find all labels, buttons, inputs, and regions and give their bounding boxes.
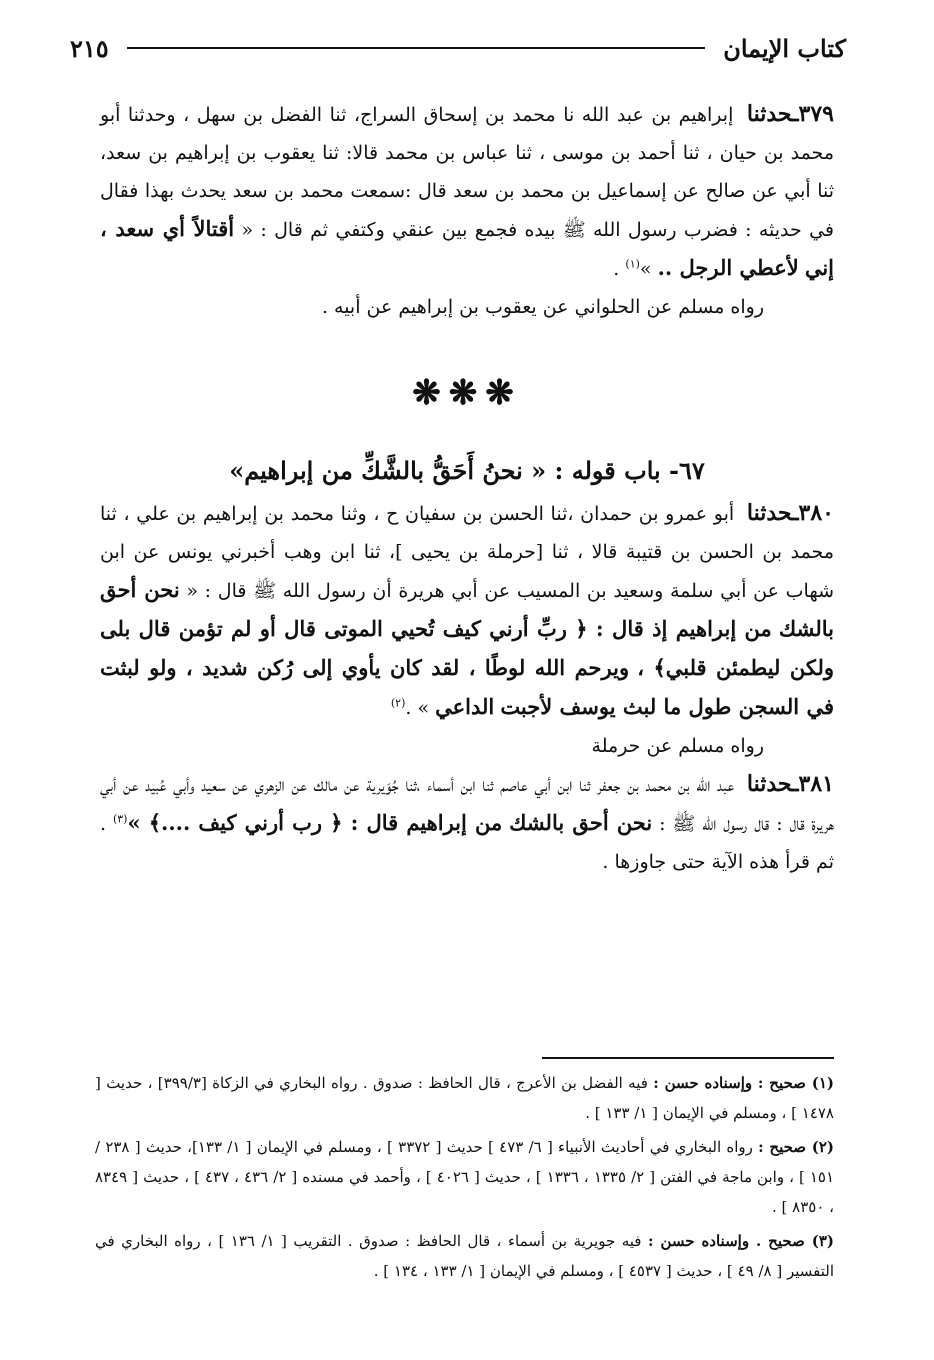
hadith-line: إبراهيم بن عبد الله نا محمد بن إسحاق السراج، ثنا الفضل بن سهل ،	[183, 104, 734, 126]
riwaya-note: رواه مسلم عن الحلواني عن يعقوب بن إبراهيم عن أبيه .	[321, 296, 764, 318]
hadith-380-text: ٣٨٠ـحدثنا أبو عمرو بن حمدان ،ثنا الحسن بن سفيان ح ، وثنا محمد بن إبراهيم بن علي ، ثنا محمد بن الحسن بن قتيبة قالا ، ثنا [حرملة بن يحيى ]، ثنا ابن وهب أخبرني يونس عن ابن شهاب عن أبي سلمة وسعيد بن المسيب عن أبي هريرة أن رسول الله ﷺ قال : « نحن أحق بالشك من إبراهيم إذ قال : ﴿ ربِّ أرني كيف تُحيي الموتى قال أو لم تؤمن قال بلى ولكن ليطمئن قلبي﴾ ، ويرحم الله لوطًا ، لقد كان يأوي إلى رُكن شديد ، ولو لبثت في السجن طول ما لبث يوسف لأجبت الداعي » .$^{(٢)}$	[100, 500, 834, 719]
hadith-380	[100, 494, 834, 765]
hadith-line: فقال في حديثه : فضرب رسول الله ﷺ بيده فجمع بين عنقي وكتفي ثم قال : «	[100, 180, 834, 241]
footnote-label: (١) صحيح : وإسناده حسن :	[653, 1074, 834, 1092]
hadith-matn: من إبراهيم إذ قال : ﴿ ربِّ أرني كيف تُحيي الموتى قال أو لم تؤمن قال بلى ولكن ليطمئن قلبي﴾ ،	[100, 616, 834, 680]
footnotes	[95, 1068, 834, 1290]
hadith-line: سعد، ثنا أبي عن صالح عن إسماعيل بن محمد بن سعد قال :سمعت محمد بن سعد يحدث بهذا	[100, 142, 835, 202]
quote-close: »	[639, 258, 652, 280]
bab-heading: ٦٧- باب قوله : « نحنُ أَحَقُّ بالشَّكِّ من إبراهيم»	[229, 456, 705, 485]
hadith-number: ٣٨٠	[798, 500, 834, 526]
haddathana-label: حدثنا	[746, 500, 793, 526]
footnote-2	[95, 1132, 834, 1222]
hadith-line: وحدثنا أبو محمد بن حيان ، ثنا أحمد بن موسى ، ثنا عباس بن محمد قالا: ثنا يعقوب بن إبراهيم بن	[100, 104, 834, 164]
hadith-381	[100, 765, 834, 881]
hadith-matn: نحن أحق بالشك	[100, 577, 834, 641]
page-body	[100, 95, 834, 881]
riwaya-note: رواه مسلم عن حرملة	[591, 735, 764, 757]
hadith-line: مالك عن الزهري عن سعيد وأبي عُبيد عن أبي هريرة قال : قال رسول الله ﷺ :	[100, 774, 834, 835]
footnote-3	[95, 1226, 834, 1286]
quote-close: » .	[405, 697, 430, 719]
hadith-381-text: ٣٨١ـحدثنا عبد الله بن محمد بن جعفر ثنا ابن أبي عاصم ثنا ابن أسماء ،ثنا جُوَيرية عن مالك عن الزهري عن سعيد وأبي عُبيد عن أبي هريرة قال : قال رسول الله ﷺ : نحن أحق بالشك من إبراهيم قال : ﴿ رب أرني كيف ....﴾ »$^{(٣)}$ . ثم قرأ هذه الآية حتى جاوزها .	[100, 771, 834, 873]
hadith-line: . ثم قرأ هذه الآية حتى جاوزها .	[100, 813, 834, 873]
footnote-text: فيه جويرية بن أسماء ، قال الحافظ : صدوق . التقريب [ ١/ ١٣٦ ] ، رواه البخاري في التفسير [ ٨/ ٤٩ ] ، حديث [ ٤٥٣٧ ] ، ومسلم في الإيمان [ ١/ ١٣٣ ، ١٣٤ ] .	[95, 1232, 834, 1280]
hadith-number: ٣٧٩	[798, 101, 834, 127]
header-rule	[127, 47, 706, 49]
footnote-1	[95, 1068, 834, 1128]
footnote-ref[interactable]: (٣)	[112, 812, 128, 826]
hadith-line: أبو عمرو بن حمدان ،ثنا الحسن بن سفيان ح ، وثنا محمد بن إبراهيم بن	[176, 503, 735, 525]
chapter-title: كتاب الإيمان	[723, 33, 846, 63]
hadith-line: عبد الله بن محمد بن جعفر ثنا ابن أبي عاصم ثنا ابن أسماء ،ثنا جُوَيرية عن	[343, 774, 735, 796]
hadith-matn: أقتالاً أي سعد ، إني	[100, 216, 834, 280]
footnote-label: (٢) صحيح :	[758, 1138, 835, 1156]
footnote-ref[interactable]: (٢)	[390, 696, 406, 710]
footnote-ref[interactable]: (١)	[625, 257, 640, 271]
footnote-label: (٣) صحيح . وإسناده حسن :	[647, 1232, 834, 1250]
hadith-379	[100, 95, 834, 326]
hadith-379-text: ٣٧٩ـحدثنا إبراهيم بن عبد الله نا محمد بن إسحاق السراج، ثنا الفضل بن سهل ، وحدثنا أبو محمد بن حيان ، ثنا أحمد بن موسى ، ثنا عباس بن محمد قالا: ثنا يعقوب بن إبراهيم بن سعد، ثنا أبي عن صالح عن إسماعيل بن محمد بن سعد قال :سمعت محمد بن سعد يحدث بهذا فقال في حديثه : فضرب رسول الله ﷺ بيده فجمع بين عنقي وكتفي ثم قال : « أقتالاً أي سعد ، إني لأعطي الرجل .. »$^{(١)}$ .	[100, 101, 835, 280]
page-header	[70, 28, 846, 68]
section-separator: ❋❋❋	[412, 373, 522, 413]
hadith-matn: ويرحم الله لوطًا ، لقد كان يأوي إلى رُكن شديد ، ولو لبثت في السجن طول ما لبث يوسف لأجبت	[100, 655, 834, 719]
hadith-matn: من إبراهيم قال : ﴿ رب أرني كيف ....﴾ »	[127, 810, 503, 835]
hadith-line: شهاب عن أبي سلمة وسعيد بن المسيب عن أبي هريرة أن رسول الله ﷺ قال : «	[186, 580, 834, 602]
page-number: ٢١٥	[70, 33, 109, 63]
footnote-text: فيه الفضل بن الأعرج ، قال الحافظ : صدوق . رواه البخاري في الزكاة [٣٩٩/٣] ، حديث [ ١٤٧٨ ] ، ومسلم في الإيمان [ ١/ ١٣٣ ] .	[95, 1074, 834, 1122]
hadith-matn: الداعي	[435, 694, 495, 719]
hadith-matn: نحن أحق بالشك	[509, 810, 653, 835]
hadith-number: ٣٨١	[798, 771, 834, 797]
footnote-separator	[542, 1057, 834, 1059]
haddathana-label: حدثنا	[746, 101, 793, 127]
footnote-text: رواه البخاري في أحاديث الأنبياء [ ٦/ ٤٧٣ ] حديث [ ٣٣٧٢ ] ، ومسلم في الإيمان [ ١/ ١٣٣]، حديث [ ٢٣٨ / ١٥١ ] ، وابن ماجة في الفتن [ ٢/ ١٣٣٥ ، ١٣٣٦ ] ، حديث [ ٤٠٢٦ ] ، وأحمد في مسنده [ ٢/ ٤٣٦ ، ٤٣٧ ] ، حديث [ ٨٣٤٩ ، ٨٣٥٠ ] .	[95, 1138, 835, 1216]
hadith-matn: لأعطي الرجل ..	[657, 255, 799, 280]
haddathana-label: حدثنا	[746, 771, 793, 797]
hadith-line: علي ، ثنا محمد بن الحسن بن قتيبة قالا ، ثنا [حرملة بن يحيى ]، ثنا ابن وهب أخبرني يونس عن ابن	[100, 503, 834, 563]
